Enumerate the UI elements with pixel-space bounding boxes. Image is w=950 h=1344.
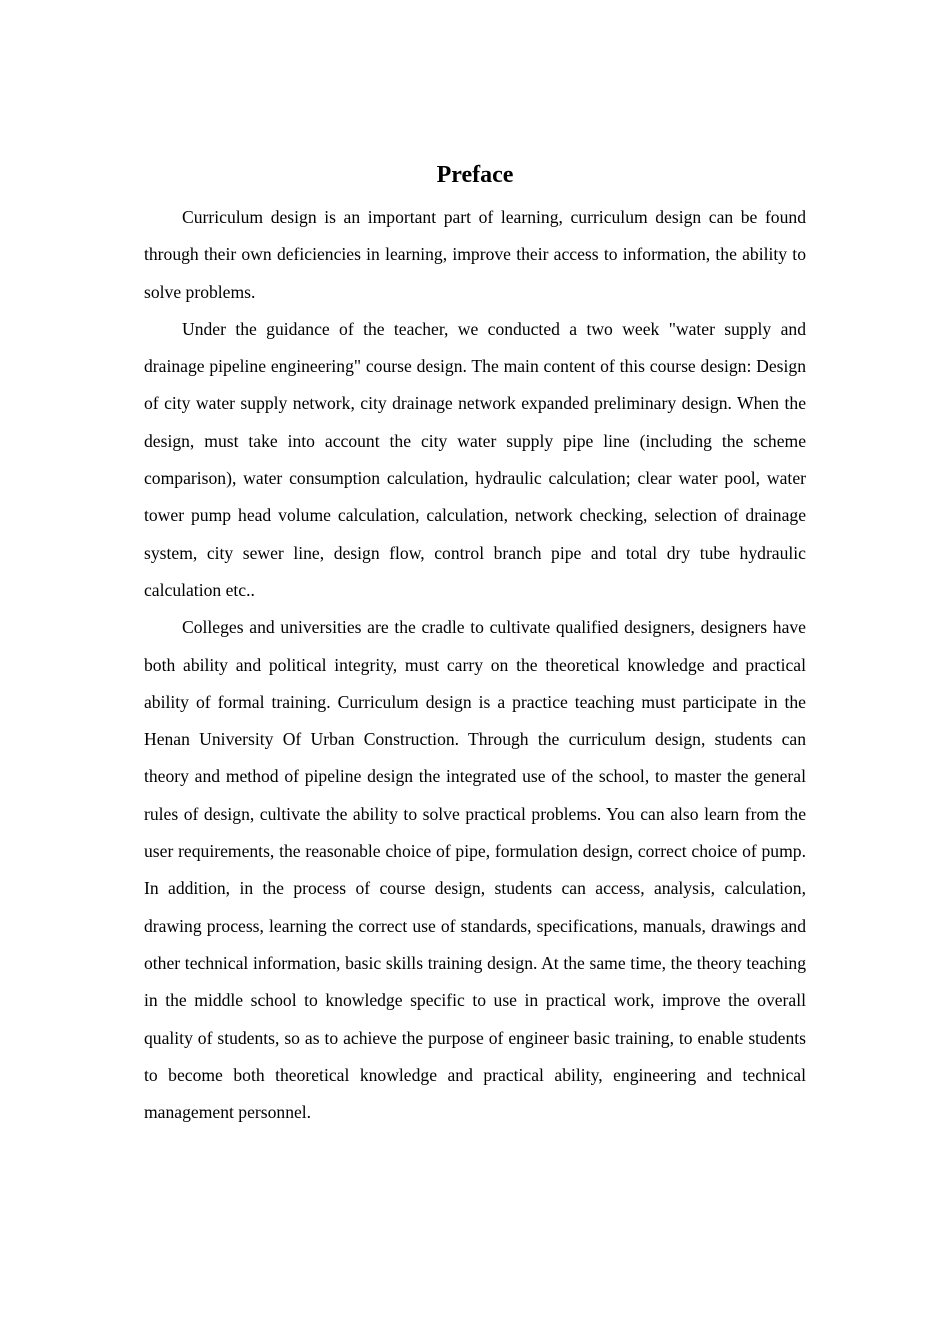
paragraph-3: Colleges and universities are the cradle to cultivate qualified designers, designers have both ability and political integrity, must carry on the theoretical knowledge and practical ability of formal training. Curriculum design is a practice teaching must participate in the Henan University Of Urban Construction. Through the curriculum design, students can theory and method of pipeline design the integrated use of the school, to master the general rules of design, cultivate the ability to solve practical problems. You can also learn from the user requirements, the reasonable choice of pipe, formulation design, correct choice of pump. In addition, in the process of course design, students can access, analysis, calculation, drawing process, learning the correct use of standards, specifications, manuals, drawings and other technical information, basic skills training design. At the same time, the theory teaching in the middle school to knowledge specific to use in practical work, improve the overall quality of students, so as to achieve the purpose of engineer basic training, to enable students to become both theoretical knowledge and practical ability, engineering and technical management personnel. — [144, 617, 806, 1123]
paragraph-1: Curriculum design is an important part of learning, curriculum design can be found through their own deficiencies in learning, improve their access to information, the ability to solve problems. — [144, 207, 806, 302]
page-title: Preface — [436, 162, 514, 188]
document-page — [144, 155, 806, 1131]
paragraph-2: Under the guidance of the teacher, we conducted a two week "water supply and drainage pipeline engineering" course design. The main content of this course design: Design of city water supply network, city drainage network expanded preliminary design. When the design, must take into account the city water supply pipe line (including the scheme comparison), water consumption calculation, hydraulic calculation; clear water pool, water tower pump head volume calculation, calculation, network checking, selection of drainage system, city sewer line, design flow, control branch pipe and total dry tube hydraulic calculation etc.. — [144, 318, 806, 600]
